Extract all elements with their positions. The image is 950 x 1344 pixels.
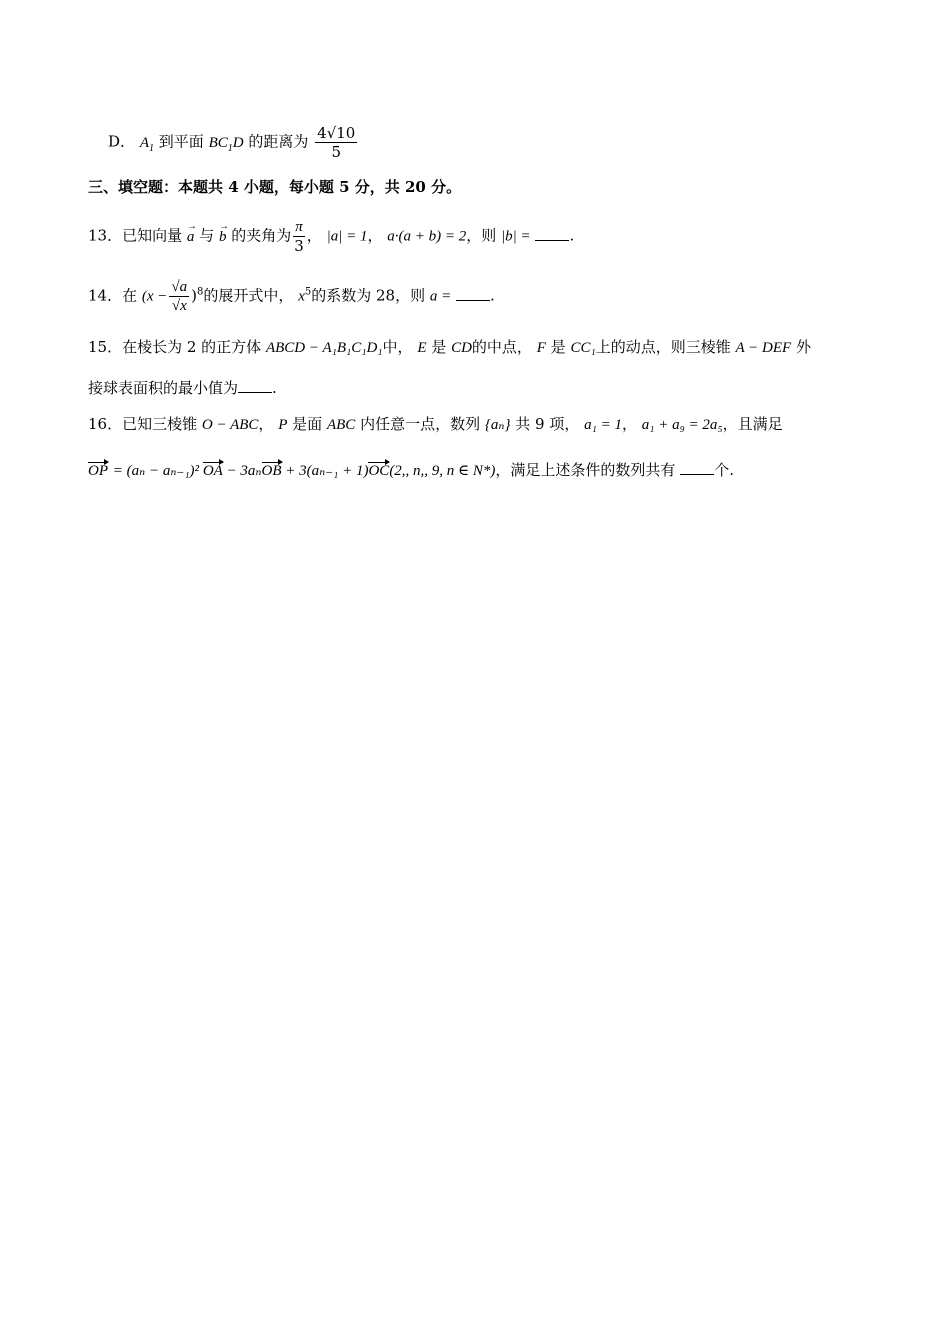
q15-text-d: 的中点， xyxy=(471,338,532,356)
question-16-line-2 xyxy=(88,460,734,481)
q16-end: 个. xyxy=(714,461,734,479)
q16-cond1: a₁ = 1 xyxy=(584,417,622,433)
q16-text-f: ， xyxy=(621,415,637,433)
q14-end: . xyxy=(490,286,495,305)
q16-eq-mid3: + 3(aₙ₋₁ + 1) xyxy=(281,463,369,479)
q16-text-g: ，且满足 xyxy=(722,415,783,433)
q16-vector-oc: OC xyxy=(368,463,390,479)
q16-answer-blank[interactable] xyxy=(680,460,714,475)
q13-text-e: ， xyxy=(367,226,383,245)
q15-pyramid: A − DEF xyxy=(735,340,792,356)
q14-expr-open: (x − xyxy=(141,288,168,305)
q14-frac-den: √x xyxy=(171,298,187,314)
q14-frac-num: √a xyxy=(171,279,188,295)
question-13 xyxy=(88,218,574,255)
option-d-frac-num: 4√10 xyxy=(317,124,356,142)
q16-pyramid: O − ABC xyxy=(201,417,259,433)
q13-text-d: ， xyxy=(306,226,322,245)
q16-eq-mid2: − 3aₙ xyxy=(222,463,262,479)
option-d-fraction xyxy=(315,124,357,161)
q15-end: . xyxy=(272,379,277,397)
q14-term: x xyxy=(298,288,305,305)
q16-cond2: a₁ + a₉ = 2a₅ xyxy=(641,417,723,433)
q13-end: . xyxy=(569,226,575,245)
q14-text-c: 的系数为 28，则 xyxy=(311,286,426,305)
q13-text-a: 已知向量 xyxy=(122,226,183,245)
q13-text-f: ，则 xyxy=(466,226,497,245)
q15-answer-blank[interactable] xyxy=(238,378,272,393)
q13-text-c: 的夹角为 xyxy=(231,226,292,245)
q14-power: 8 xyxy=(197,286,204,298)
q15-text-c: 是 xyxy=(431,338,447,356)
question-16-line-1 xyxy=(88,414,783,435)
q13-answer-blank[interactable] xyxy=(535,226,569,241)
q13-number: 13． xyxy=(88,226,123,245)
q15-line1: 在棱长为 2 的正方体 xyxy=(122,338,262,356)
question-15-line-2 xyxy=(88,378,277,398)
q16-plane-abc: ABC xyxy=(326,417,356,433)
q13-vector-b: → b xyxy=(219,227,227,247)
option-d-text-a: 到平面 xyxy=(158,132,204,151)
question-14 xyxy=(88,278,495,315)
option-d xyxy=(108,124,359,161)
q16-point-p: P xyxy=(278,417,288,433)
q15-edge-cd: CD xyxy=(451,340,472,356)
q16-text-a: 已知三棱锥 xyxy=(122,415,198,433)
q14-ask: a = xyxy=(429,288,452,305)
q16-text-e: 共 9 项， xyxy=(515,415,580,433)
option-d-text-b: 的距离为 xyxy=(248,132,309,151)
q16-sequence: {aₙ} xyxy=(484,417,511,433)
q16-text-b: ， xyxy=(258,415,274,433)
option-d-a1: $A_1$ xyxy=(139,134,154,154)
q15-point-f: F xyxy=(536,340,546,356)
q16-eq-mid1: = (aₙ − aₙ₋₁)² xyxy=(112,463,203,479)
q13-text-b: 与 xyxy=(199,226,215,245)
q16-number: 16． xyxy=(88,415,123,433)
q15-text-f: 上的动点，则三棱锥 xyxy=(595,338,731,356)
section-title: 三、填空题：本题共 4 小题，每小题 5 分，共 20 分。 xyxy=(88,178,462,196)
q13-fraction xyxy=(293,218,305,255)
q14-answer-blank[interactable] xyxy=(456,286,490,301)
option-d-frac-den: 5 xyxy=(331,143,342,161)
q16-text-c: 是面 xyxy=(292,415,323,433)
q13-ask: |b| = xyxy=(501,228,531,245)
q15-number: 15． xyxy=(88,338,123,356)
q13-vector-a: → a xyxy=(187,227,195,247)
q15-cube: ABCD − A₁B₁C₁D₁ xyxy=(265,340,383,356)
q16-eq-cond: (2,, n,, 9, n ∈ N*) xyxy=(389,463,496,479)
q16-vector-ob: OB xyxy=(261,463,282,479)
q16-vector-op: OP xyxy=(88,463,108,479)
q13-frac-den: 3 xyxy=(294,237,304,255)
q14-fraction xyxy=(169,278,189,315)
q14-number: 14． xyxy=(88,286,123,305)
q14-text-a: 在 xyxy=(122,286,138,305)
option-d-label: D． xyxy=(108,132,136,151)
q15-line2: 接球表面积的最小值为 xyxy=(88,379,239,397)
q14-text-b: 的展开式中， xyxy=(203,286,294,305)
q15-point-e: E xyxy=(417,340,427,356)
q15-text-e: 是 xyxy=(550,338,566,356)
option-d-plane: $BC_1D$ xyxy=(208,134,244,154)
q16-text-d: 内任意一点，数列 xyxy=(360,415,481,433)
q15-edge-cc1: CC₁ xyxy=(570,340,596,356)
q16-text-h: ，满足上述条件的数列共有 xyxy=(495,461,676,479)
q16-vector-oa: OA xyxy=(202,463,223,479)
q13-cond2: a·(a + b) = 2 xyxy=(387,228,467,245)
q15-text-g: 外 xyxy=(795,338,811,356)
q15-text-b: 中， xyxy=(382,338,413,356)
q14-expr-close: ) xyxy=(191,286,198,305)
q14-term-power: 5 xyxy=(304,286,312,298)
q13-frac-num: π xyxy=(295,219,303,235)
question-15-line-1 xyxy=(88,337,811,358)
q13-cond1: |a| = 1 xyxy=(326,228,368,245)
